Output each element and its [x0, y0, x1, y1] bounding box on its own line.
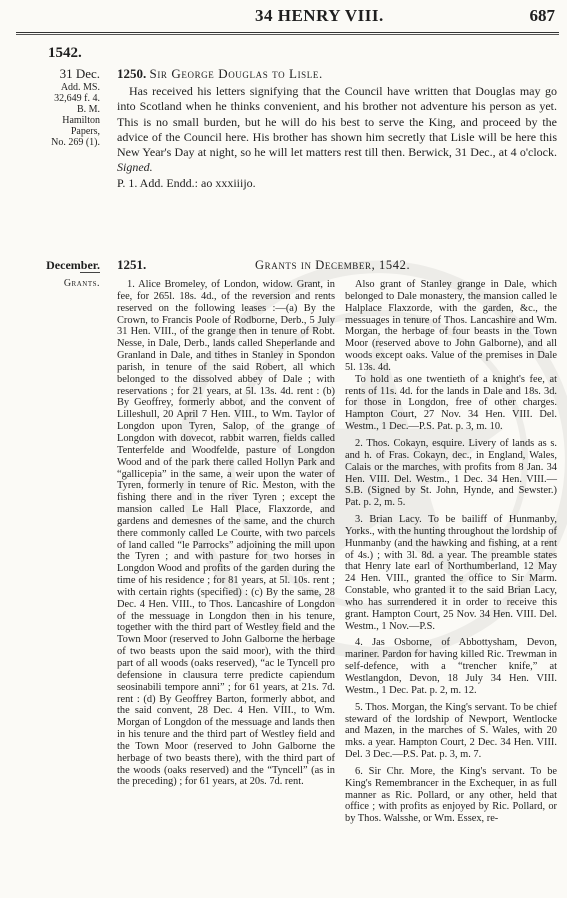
margin-grants-date: December.: [46, 258, 100, 272]
grant-paragraph: 3. Brian Lacy. To be bailiff of Hunmanby, Yorks., with the hunting throughout the lordship of Hunmanby (and the hawking and fishing, at a rent of 4s.) ; with 3l. 8d. a year. The preamble states that Henry late earl of Northumberland, 12 May 24 Hen. VIII., granted the office to Sir Marm. Constable, who granted it to the said Brian Lacy, who has surrendered it in order to receive this grant. Hampton Court, 25 Nov. 34 Hen. VIII. Del. Westm., 1 Nov.—P.S.: [345, 514, 557, 632]
grant-paragraph: 1. Alice Bromeley, of London, widow. Grant, in fee, for 265l. 18s. 4d., of the reversion and rents reserved on the following leases :—(a) By the Crown, to Francis Poole of Rodborne, Derb., 5 July 31 Hen. VIII., of the grange then in tenure of Robt. Nesse, in Dale, Derb., lands called Sheperlande and Granland in Dale, and tithes in Stanley in Spondon parish, in tenure of the said Robert, all which belonged to the dissolved abbey of Dale ; with reservations ; for 21 years, at 5l. 13s. 4d. rent : (b) By Geoffrey, formerly abbot, and the convent of Lilleshull, 20 April 7 Hen. VIII., to Wm. Taylor of Longdon upon Tyren, Salop, of the grange of Longdon with dovecot, rabbit warren, fields called Tenterfelde and Woodfelde, pasture of Longdon Wood and of the park there called Hollyn Park and “gallicepia” in the same, a weir upon the water of Tyren, formerly in tenure of Ric. Meston, with the fishing there and in the river Tyren ; except the mansion called Le Hall Place, Flaxzorde, and gardens and demesnes of the same, and the church there commonly called Le Courte, with two parcels of land called “le Parrocks” adjoining the mill upon the Tyren ; and with pasture for two horses in Longdon Wood and profits of the garden during the time of his residence ; for 81 years, at 5l. 10s. rent ; with certain rights (specified) : (c) By the same, 28 Dec. 4 Hen. VIII., to Thos. Lancashire of Longdon of the messuage in Longdon then in his tenure, together with the third part of Westley field and the Town Moor (reserved to John Galborne the herbage of two beasts upon the said moor), with the third part of all woods (oaks reserved), “ac le Tyncell pro defensione in clausura terre predicte capiendum seosinabili tempore anni” ; for 61 years, at 21s. 7d. rent : (d) By Geoffrey Barton, formerly abbot, and the said convent, 28 Dec. 4 Hen. VIII., to Wm. Morgan of Longdon of the messuage and lands then in his tenure and the third part of Westley field and the Town Moor (reserved to John Galborne the herbage of two beasts there), with the third part of the woods (oaks reserved) and the “Tyncell” (as in the preceding) ; for 61 years, at 20s. 7d. rent.: [117, 279, 335, 788]
margin-reference: Add. MS. 32,649 f. 4. B. M. Hamilton Papers, No. 269 (1).: [51, 82, 100, 148]
entry-1250-title: Sir George Douglas to Lisle.: [149, 66, 323, 81]
entry-1250-footer: P. 1. Add. Endd.: ao xxxiiijo.: [117, 175, 256, 190]
entry-1250-text: Has received his letters signifying that the Council have written that Douglas may go into Scotland when he thinks convenient, and his brother not adventure his person as yet. This is no small burden, but he will do his best to serve the King, and proceed by the advice of the Council here. His brother has shown him secretly that Lisle will be here this New Year's Day at night, so he will let matters rest till then. Berwick, 31 Dec., at 4 o'clock.: [117, 84, 557, 160]
entry-1250-signed: Signed.: [117, 160, 153, 175]
margin-grants-label: Grants.: [63, 278, 100, 289]
page-number: 687: [529, 6, 555, 25]
entry-1251-title: Grants in December, 1542.: [255, 258, 411, 272]
left-column: [117, 279, 335, 788]
grant-paragraph: To hold as one twentieth of a knight's fee, at rents of 11s. 4d. for the lands in Dale and 18s. 3d. for those in Longdon, free of other charges. Hampton Court, 27 Nov. 34 Hen. VIII. Del. Westm., 1 Dec.—P.S. Pat. p. 3, m. 10.: [345, 373, 557, 433]
right-column: [345, 279, 557, 825]
entry-1250-heading: [117, 66, 323, 82]
grant-paragraph: 4. Jas Osborne, of Abbottysham, Devon, mariner. Pardon for having killed Ric. Trewman in self-defence, with a “trencher knife,” at Westlangdon, Devon, 18 July 34 Hen. VIII. Westm., 1 Dec. Pat. p. 2, m. 12.: [345, 637, 557, 696]
grant-paragraph: 2. Thos. Cokayn, esquire. Livery of lands as s. and h. of Fras. Cokayn, dec., in England, Wales, Calais or the marches, with profits from 8 Jan. 34 Hen. VIII. Del. Westm., 1 Dec. 34 Hen. VIII.—S.B. (Signed by St. John, Hynde, and Sewster.) Pat. p. 2, m. 5.: [345, 437, 557, 509]
grant-paragraph: Also grant of Stanley grange in Dale, which belonged to Dale monastery, the mansion called le Halplace Flaxzorde, with the garden, &c., the messuages in tenure of Thos. Lancashire and Wm. Morgan, the herbage of four beasts in the Town Moor (reserved above to John Galborne), and all woods except oaks. Value of the premises in Dale 5l. 13s. 4d.: [345, 279, 557, 373]
grant-paragraph: 6. Sir Chr. More, the King's servant. To be King's Remembrancer in the Exchequer, in as full manner as Ric. Pollard, or any other, held that office ; with profits as enjoyed by Ric. Pollard, or by Thos. Walsshe, or Wm. Essex, re-: [345, 765, 557, 825]
year-marker: 1542.: [48, 45, 82, 61]
header-rule: [16, 32, 559, 33]
entry-1251-number: 1251.: [117, 257, 147, 272]
entry-1250-body: [117, 84, 557, 191]
grant-paragraph: 5. Thos. Morgan, the King's servant. To be chief steward of the lordship of Newport, Wentlocke and Mazen, in the marches of S. Wales, with 20 mks. a year. Hampton Court, 2 Dec. 34 Hen. VIII. Del. 3 Dec.—P.S. Pat. p. 3, m. 7.: [345, 701, 557, 761]
header-rule-thin: [16, 34, 559, 35]
margin-date: 31 Dec.: [59, 66, 100, 81]
margin-dash: [80, 272, 100, 273]
entry-1250-number: 1250.: [117, 66, 147, 81]
running-head-title: 34 HENRY VIII.: [255, 6, 384, 25]
